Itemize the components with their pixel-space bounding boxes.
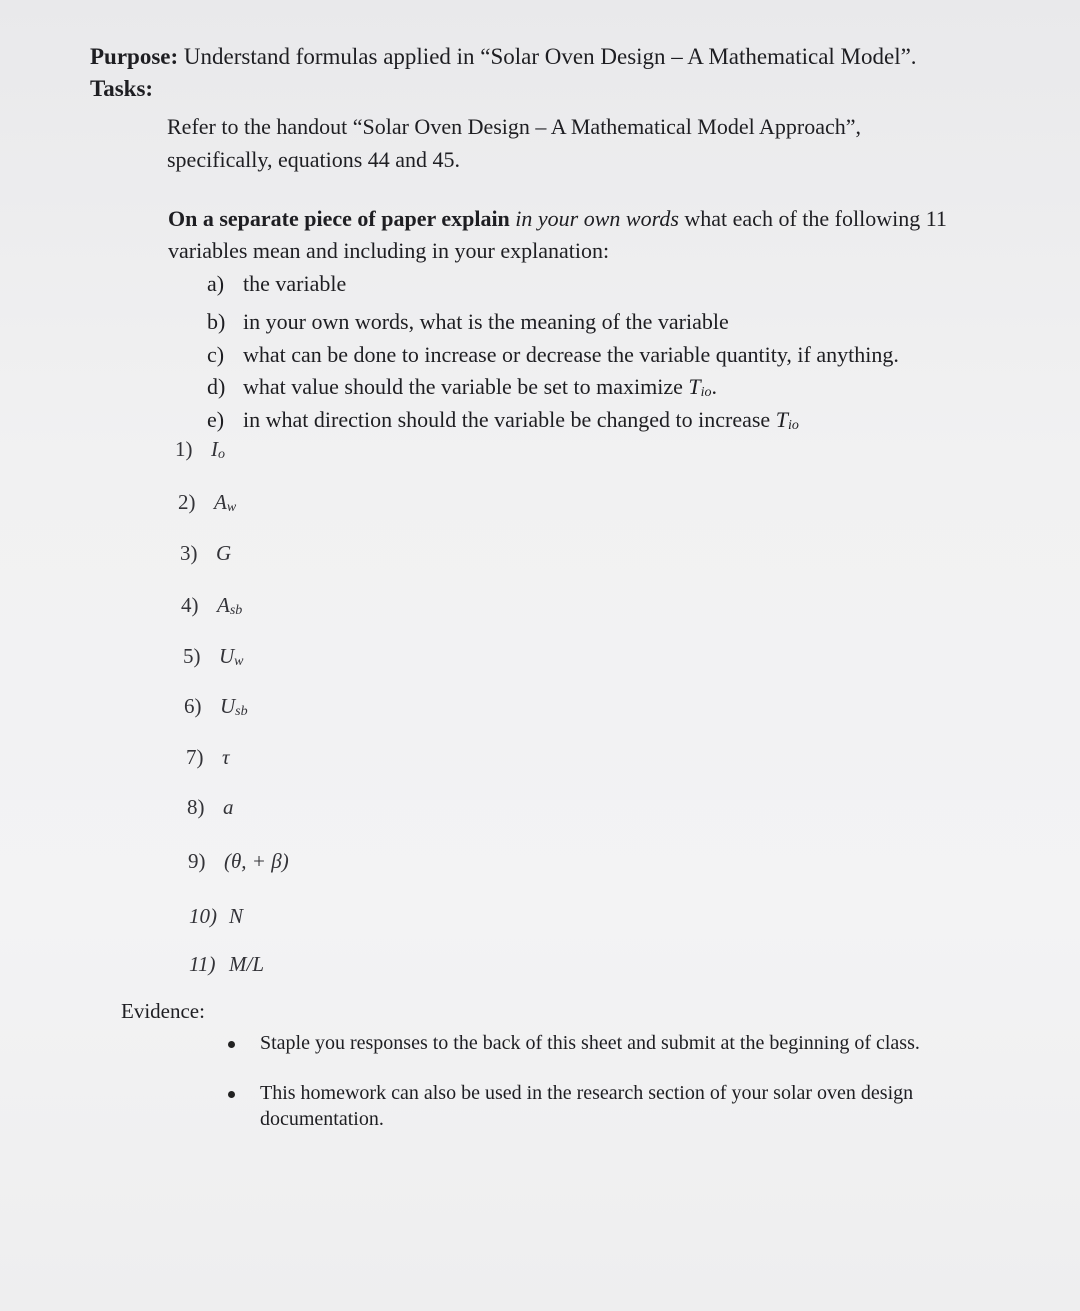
- variable-item: [184, 693, 248, 725]
- evidence-bullet-line: This homework can also be used in the research section of your solar oven design: [260, 1082, 914, 1104]
- variable-item: [183, 643, 244, 675]
- criteria-item: [207, 271, 346, 297]
- criteria-item: [207, 407, 799, 439]
- variable-item: [187, 794, 234, 826]
- criteria-tail: .: [711, 374, 718, 399]
- variable-item: [180, 540, 231, 572]
- variable-subscript: sb: [229, 603, 243, 618]
- instruction-line-2: variables mean and including in your explanation:: [168, 238, 610, 263]
- variable-symbol: A: [217, 593, 230, 617]
- criteria-text: in your own words, what is the meaning of the variable: [243, 309, 729, 334]
- tasks-label: Tasks:: [90, 76, 154, 101]
- criteria-text: the variable: [243, 271, 347, 296]
- instruction-part-1: On a separate piece of paper explain: [168, 206, 510, 231]
- evidence-label: Evidence:: [121, 999, 205, 1023]
- variable-number: 7): [186, 745, 204, 769]
- variable-item: [175, 436, 225, 468]
- variable-number: 11): [189, 952, 216, 976]
- variable-number: 5): [183, 644, 201, 668]
- criteria-letter: e): [207, 407, 225, 432]
- variable-number: 3): [180, 541, 198, 565]
- variable-item: [178, 489, 236, 521]
- variable-number: 1): [175, 437, 193, 461]
- purpose-text: Understand formulas applied in “Solar Oven Design – A Mathematical Model”.: [183, 44, 917, 69]
- variable-number: 8): [187, 795, 205, 819]
- criteria-letter: d): [207, 374, 226, 399]
- criteria-text: what value should the variable be set to maximize: [243, 374, 683, 399]
- evidence-bullet-line: documentation.: [260, 1108, 384, 1130]
- variable-subscript: io: [700, 385, 712, 400]
- variable-subscript: sb: [235, 704, 248, 719]
- variable-symbol: T: [775, 407, 788, 432]
- criteria-text: in what direction should the variable be changed to increase: [243, 407, 771, 432]
- evidence-bullet-text: [260, 1030, 920, 1056]
- variable-subscript: w: [234, 654, 244, 669]
- variable-subscript: io: [787, 418, 799, 433]
- variable-number: 10): [189, 904, 217, 928]
- variable-symbol: U: [220, 694, 236, 718]
- variable-symbol: a: [223, 795, 234, 819]
- variable-number: 9): [188, 849, 206, 873]
- variable-number: 2): [178, 490, 196, 514]
- criteria-letter: b): [207, 309, 226, 334]
- variable-symbol: T: [688, 374, 701, 399]
- variable-symbol: (θ, + β): [224, 849, 289, 873]
- variable-symbol: M/L: [229, 952, 265, 976]
- variable-item: [181, 592, 242, 624]
- criteria-item: [207, 342, 899, 368]
- variable-item: [189, 903, 243, 935]
- variable-symbol: G: [216, 541, 232, 565]
- purpose-label: Purpose:: [90, 44, 179, 69]
- bullet-dot: [228, 1091, 235, 1098]
- evidence-bullet-line: Staple you responses to the back of this sheet and submit at the beginning of class.: [260, 1032, 920, 1054]
- criteria-letter: a): [207, 271, 225, 296]
- refer-line-2: specifically, equations 44 and 45.: [167, 147, 461, 172]
- instruction-line-1: [168, 206, 947, 232]
- variable-symbol: U: [219, 644, 235, 668]
- criteria-item: [207, 309, 729, 335]
- purpose-line: [90, 44, 917, 70]
- refer-line-1: Refer to the handout “Solar Oven Design – A Mathematical Model Approach”,: [167, 114, 862, 139]
- instruction-emphasis: in your own words: [515, 206, 679, 231]
- variable-symbol: I: [211, 437, 218, 461]
- bullet-dot: [228, 1041, 235, 1048]
- variable-subscript: o: [218, 447, 225, 462]
- variable-symbol: N: [229, 904, 244, 928]
- evidence-bullet-text: [260, 1080, 913, 1132]
- variable-item: [186, 744, 230, 776]
- criteria-text: what can be done to increase or decrease the variable quantity, if anything.: [243, 342, 899, 367]
- variable-item: [188, 848, 289, 880]
- criteria-item: [207, 374, 717, 406]
- variable-number: 6): [184, 694, 202, 718]
- instruction-part-2: what each of the following 11: [684, 206, 947, 231]
- variable-number: 4): [181, 593, 199, 617]
- criteria-letter: c): [207, 342, 225, 367]
- variable-subscript: w: [226, 500, 237, 515]
- variable-symbol: A: [214, 490, 227, 514]
- variable-item: [189, 951, 264, 983]
- variable-symbol: τ: [222, 745, 230, 769]
